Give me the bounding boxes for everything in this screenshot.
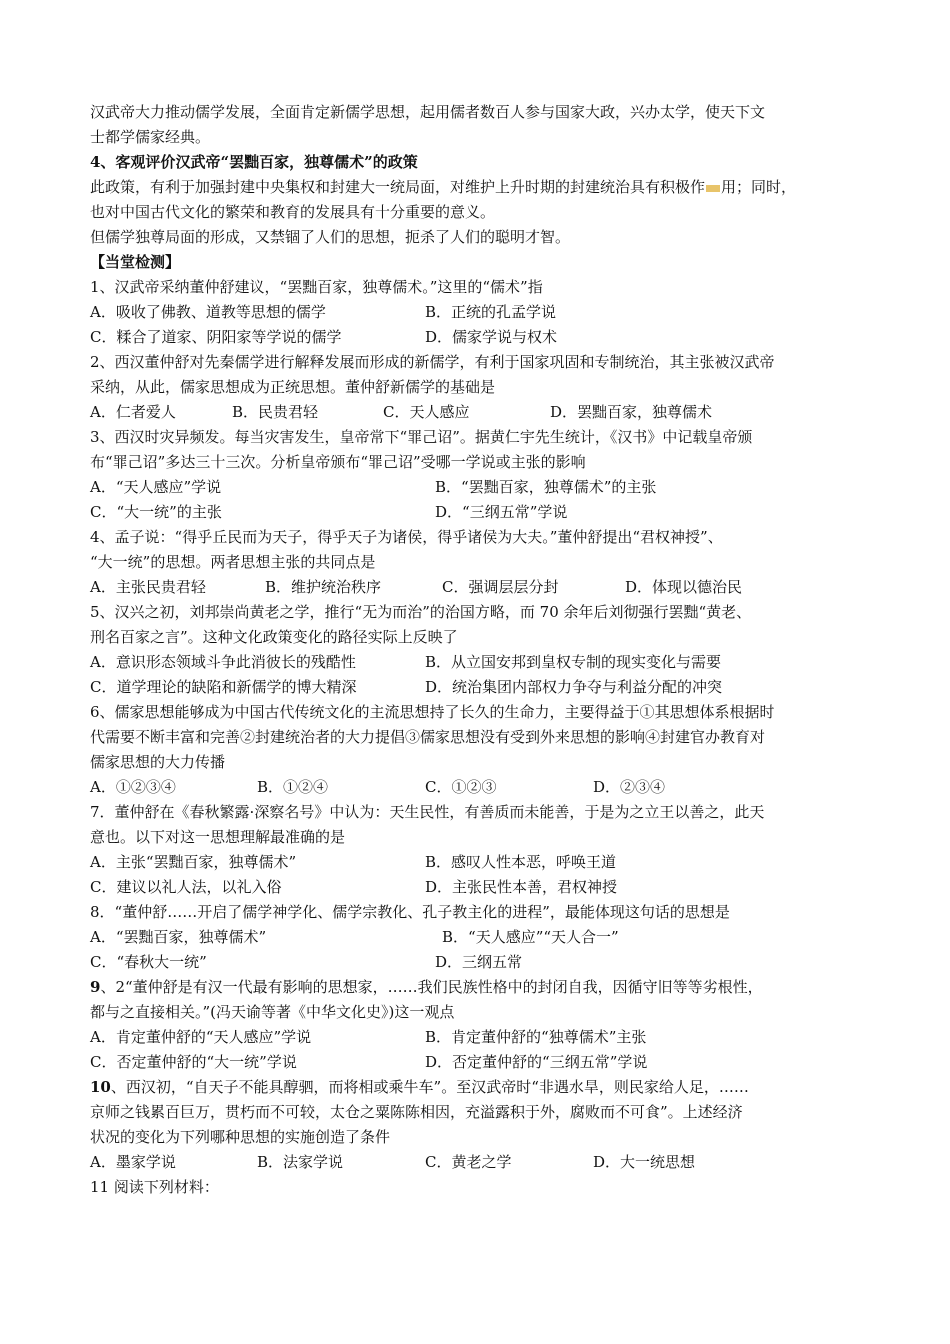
option-a: A．吸收了佛教、道教等思想的儒学: [90, 303, 326, 321]
question-stem: 6、儒家思想能够成为中国古代传统文化的主流思想持了长久的生命力，主要得益于①其思想体系根据时: [90, 703, 775, 721]
paragraph-text: 用；同时，: [721, 178, 797, 196]
question-stem: 2、西汉董仲舒对先秦儒学进行解释发展而形成的新儒学，有利于国家巩固和专制统治，其主张被汉武帝: [90, 353, 775, 371]
option-d: D．“三纲五常”学说: [435, 503, 568, 521]
option-c: C．建议以礼人法，以礼入俗: [90, 878, 282, 896]
question-stem: 刑名百家之言”。这种文化政策变化的路径实际上反映了: [90, 628, 458, 646]
option-b: B．民贵君轻: [232, 403, 319, 421]
paragraph-line: [90, 177, 796, 197]
section-heading: 4、客观评价汉武帝“罢黜百家，独尊儒术”的政策: [90, 153, 418, 171]
option-a: A．仁者爱人: [90, 403, 176, 421]
option-d: D．否定董仲舒的“三纲五常”学说: [425, 1053, 648, 1071]
question-stem: 布“罪己诏”多达三十三次。分析皇帝颁布“罪己诏”受哪一学说或主张的影响: [90, 453, 586, 471]
highlight-mark: [706, 185, 720, 192]
option-a: A．肯定董仲舒的“天人感应”学说: [90, 1028, 312, 1046]
option-a: A．“天人感应”学说: [90, 478, 222, 496]
question-stem: 5、汉兴之初，刘邦崇尚黄老之学，推行“无为而治”的治国方略，而 70 余年后刘彻强行罢黜“黄老、: [90, 603, 752, 621]
option-b: B．正统的孔孟学说: [425, 303, 557, 321]
question-stem: [90, 977, 763, 997]
option-b: B．①②④: [257, 778, 329, 796]
option-b: B．法家学说: [257, 1153, 344, 1171]
option-b: B．肯定董仲舒的“独尊儒术”主张: [425, 1028, 647, 1046]
question-text: 、西汉初，“自天子不能具醇驷，而将相或乘牛车”。至汉武帝时“非遇水旱，则民家给人足，……: [110, 1078, 749, 1096]
option-a: A．墨家学说: [90, 1153, 176, 1171]
check-heading: 【当堂检测】: [90, 253, 181, 271]
paragraph-line: 也对中国古代文化的繁荣和教育的发展具有十分重要的意义。: [90, 203, 496, 221]
question-text: 、2“董仲舒是有汉一代最有影响的思想家，……我们民族性格中的封闭自我，因循守旧等等劣根性，: [100, 978, 763, 996]
option-b: B．“罢黜百家，独尊儒术”的主张: [435, 478, 657, 496]
question-number: 10: [90, 1078, 111, 1096]
question-stem: 都与之直接相关。”(冯天谕等著《中华文化史》)这一观点: [90, 1003, 455, 1021]
question-number: 9: [90, 978, 101, 996]
option-a: A．主张民贵君轻: [90, 578, 206, 596]
question-stem: [90, 1077, 749, 1097]
option-d: D．罢黜百家，独尊儒术: [550, 403, 713, 421]
question-stem: 8．“董仲舒……开启了儒学神学化、儒学宗教化、孔子教主化的进程”，最能体现这句话的思想是: [90, 903, 730, 921]
option-d: D．主张民性本善，君权神授: [425, 878, 618, 896]
intro-line: 汉武帝大力推动儒学发展，全面肯定新儒学思想，起用儒者数百人参与国家大政，兴办太学，使天下文: [90, 103, 766, 121]
question-stem: 1、汉武帝采纳董仲舒建议，“罢黜百家，独尊儒术。”这里的“儒术”指: [90, 278, 543, 296]
option-c: C．强调层层分封: [442, 578, 559, 596]
question-stem: 3、西汉时灾异频发。每当灾害发生，皇帝常下“罪己诏”。据黄仁宇先生统计，《汉书》中记载皇帝颁: [90, 428, 753, 446]
option-b: B．维护统治秩序: [265, 578, 382, 596]
option-b: B．“天人感应”“天人合一”: [442, 928, 619, 946]
question-stem: 7．董仲舒在《春秋繁露·深察名号》中认为：天生民性，有善质而未能善，于是为之立王以善之，此天: [90, 803, 765, 821]
option-b: B．从立国安邦到皇权专制的现实变化与需要: [425, 653, 722, 671]
question-stem: “大一统”的思想。两者思想主张的共同点是: [90, 553, 376, 571]
option-c: C．道学理论的缺陷和新儒学的博大精深: [90, 678, 357, 696]
question-stem: 采纳，从此，儒家思想成为正统思想。董仲舒新儒学的基础是: [90, 378, 496, 396]
paragraph-text: 此政策，有利于加强封建中央集权和封建大一统局面，对维护上升时期的封建统治具有积极作: [90, 178, 706, 196]
option-d: D．体现以德治民: [625, 578, 743, 596]
option-c: C．“大一统”的主张: [90, 503, 222, 521]
question-stem: 代需要不断丰富和完善②封建统治者的大力提倡③儒家思想没有受到外来思想的影响④封建官办教育对: [90, 728, 766, 746]
option-c: C．“春秋大一统”: [90, 953, 207, 971]
option-d: D．儒家学说与权术: [425, 328, 558, 346]
option-c: C．①②③: [425, 778, 497, 796]
option-d: D．大一统思想: [593, 1153, 696, 1171]
question-stem: 状况的变化为下列哪种思想的实施创造了条件: [90, 1128, 391, 1146]
option-a: A．意识形态领域斗争此消彼长的残酷性: [90, 653, 356, 671]
option-d: D．统治集团内部权力争夺与利益分配的冲突: [425, 678, 723, 696]
intro-line: 士都学儒家经典。: [90, 128, 211, 146]
option-d: D．三纲五常: [435, 953, 523, 971]
option-a: A．“罢黜百家，独尊儒术”: [90, 928, 267, 946]
option-a: A．主张“罢黜百家，独尊儒术”: [90, 853, 297, 871]
option-b: B．感叹人性本恶，呼唤王道: [425, 853, 617, 871]
option-c: C．糅合了道家、阴阳家等学说的儒学: [90, 328, 342, 346]
question-stem: 4、孟子说：“得乎丘民而为天子，得乎天子为诸侯，得乎诸侯为大夫。”董仲舒提出“君权神授”、: [90, 528, 723, 546]
question-stem: 意也。以下对这一思想理解最准确的是: [90, 828, 346, 846]
question-stem: 儒家思想的大力传播: [90, 753, 226, 771]
option-c: C．黄老之学: [425, 1153, 512, 1171]
option-a: A．①②③④: [90, 778, 176, 796]
option-c: C．否定董仲舒的“大一统”学说: [90, 1053, 297, 1071]
paragraph-line: 但儒学独尊局面的形成，又禁锢了人们的思想，扼杀了人们的聪明才智。: [90, 228, 571, 246]
option-d: D．②③④: [593, 778, 666, 796]
question-stem: 京师之钱累百巨万，贯朽而不可较，太仓之粟陈陈相因，充溢露积于外，腐败而不可食”。上述经济: [90, 1103, 743, 1121]
question-stem: 11 阅读下列材料：: [90, 1178, 219, 1196]
option-c: C．天人感应: [383, 403, 470, 421]
